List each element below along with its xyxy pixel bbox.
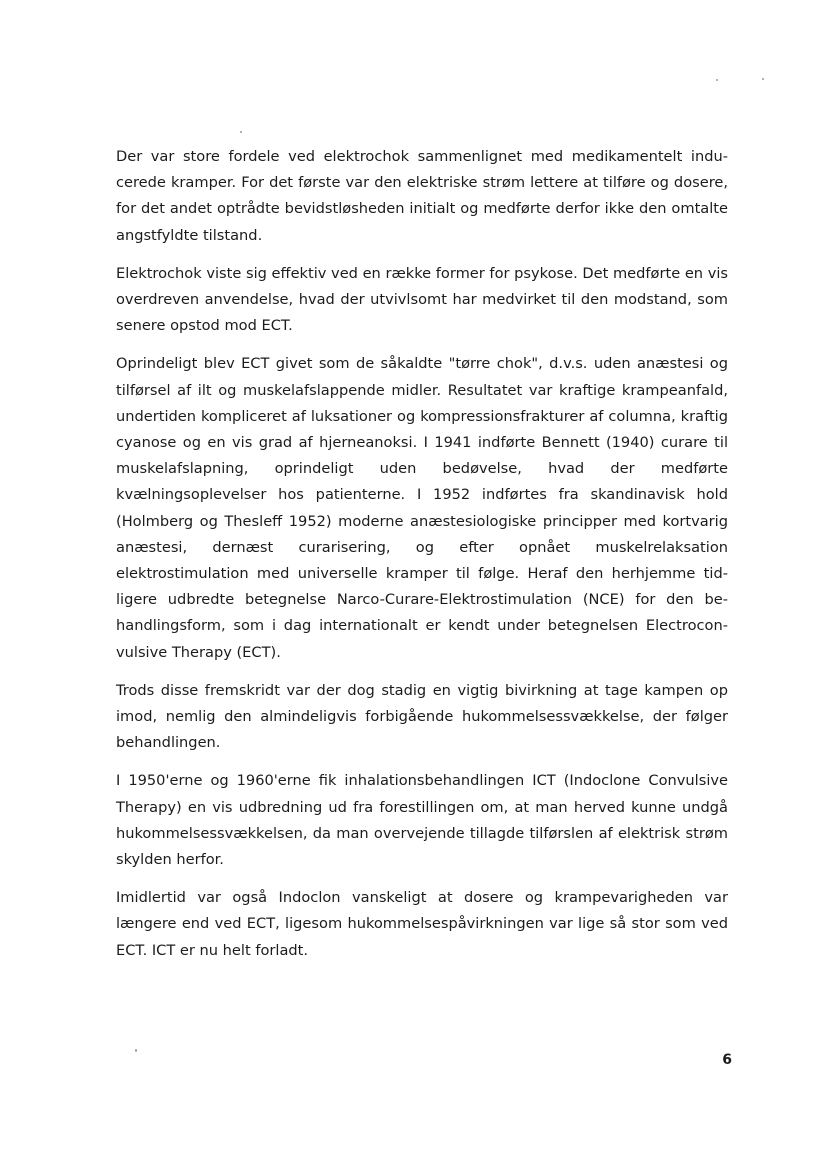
paragraph-1: Der var store fordele ved elektrochok sammenlignet med medikamentelt inducerede kramper. For det første var den elektriske strøm lettere at tilføre og dosere, for det andet optrådte bevidstløsheden initialt og medførte derfor ikke den omtalte angstfyldte tilstand.: [116, 148, 728, 244]
scan-speck: [240, 131, 242, 133]
scan-speck: [135, 1049, 137, 1052]
paragraph-3: Oprindeligt blev ECT givet som de såkaldte "tørre chok", d.v.s. uden anæstesi og tilførsel af ilt og muskelafslappende midler. Resultatet var kraftige krampeanfald, undertiden kompliceret af luksationer og kompressionsfrakturer af columna, kraftig cyanose og en vis grad af hjerneanoksi. I 1941 indførte Bennett (1940) curare til muskelafslapning, oprindeligt uden bedøvelse, hvad der medførte kvælningsoplevelser hos patienterne. I 1952 indførtes fra skandinavisk hold (Holmberg og Thesleff 1952) moderne anæstesiologiske principper med kortvarig anæstesi, dernæst curarisering, og efter opnået muskelrelaksation elektrostimulation med universelle kramper til følge. Heraf den herhjemme tidligere udbredte betegnelse Narco-Curare-Elektrostimulation (NCE) for den behandlingsform, som i dag internationalt er kendt under betegnelsen Electroconvulsive Therapy (ECT).: [116, 355, 728, 661]
paragraph-4: Trods disse fremskridt var der dog stadig en vigtig bivirkning at tage kampen op imod, nemlig den almindeligvis forbigående hukommelsessvækkelse, der følger behandlingen.: [116, 681, 728, 752]
paragraph-2: Elektrochok viste sig effektiv ved en række former for psykose. Det medførte en vis overdreven anvendelse, hvad der utvivlsomt har medvirket til den modstand, som senere opstod mod ECT.: [116, 264, 728, 335]
paragraph-6: Imidlertid var også Indoclon vanskeligt at dosere og krampevarigheden var længere end ved ECT, ligesom hukommelsespåvirkningen var lige så stor som ved ECT. ICT er nu helt forladt.: [116, 889, 728, 959]
scan-speck: [716, 79, 718, 81]
body-text: [116, 144, 728, 976]
page-number: 6: [722, 1052, 732, 1068]
paragraph-5: I 1950'erne og 1960'erne fik inhalationsbehandlingen ICT (Indoclone Convulsive Therapy) en vis udbredning ud fra forestillingen om, at man herved kunne undgå hukommelsessvækkelsen, da man overvejende tillagde tilførslen af elektrisk strøm skylden herfor.: [116, 772, 728, 869]
scan-speck: [762, 78, 764, 80]
